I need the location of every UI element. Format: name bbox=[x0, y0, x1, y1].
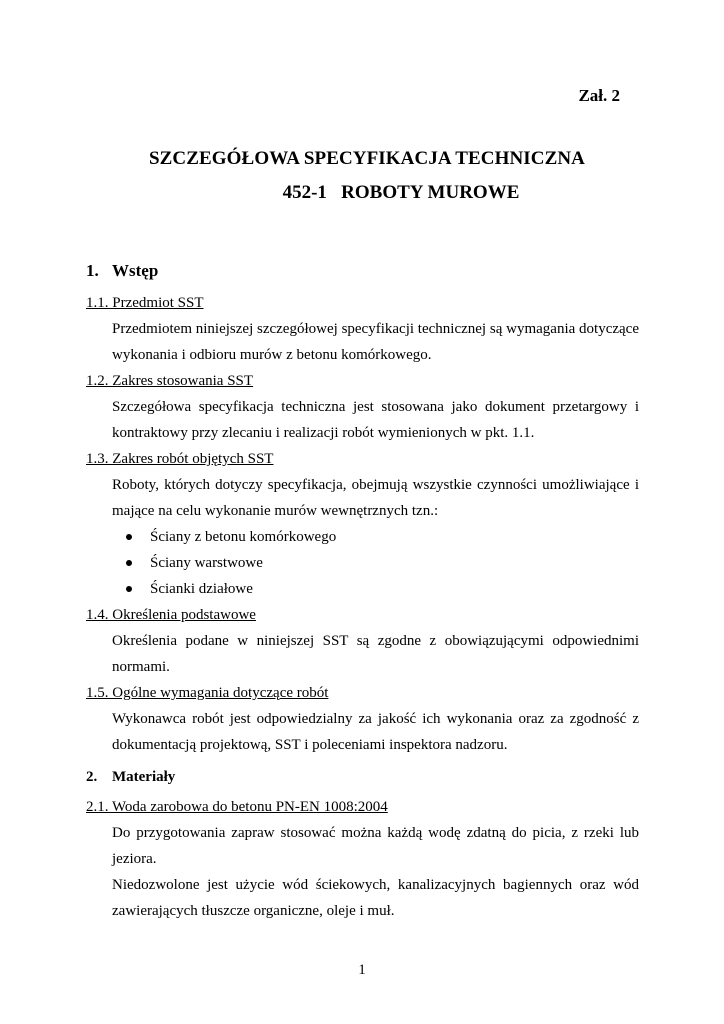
section-number: 1. bbox=[86, 261, 99, 280]
list-item bbox=[126, 576, 639, 602]
document-subtitle: 452-1 ROBOTY MUROWE bbox=[282, 182, 520, 203]
bullet-icon bbox=[126, 534, 132, 540]
paragraph-1-4: Określenia podane w niniejszej SST są zgodne z obowiązującymi odpowiednimi normami. bbox=[112, 633, 639, 675]
paragraph-1-5: Wykonawca robót jest odpowiedzialny za jakość ich wykonania oraz za zgodność z dokumentacją projektową, SST i poleceniami inspektora nadzoru. bbox=[112, 711, 639, 753]
list-item-text: Ściany warstwowe bbox=[150, 555, 263, 571]
bullet-list bbox=[86, 524, 639, 602]
list-item bbox=[126, 524, 639, 550]
section-heading-2 bbox=[86, 764, 639, 790]
paragraph-1-2: Szczegółowa specyfikacja techniczna jest stosowana jako dokument przetargowy i kontraktowy przy zlecaniu i realizacji robót wymienionych w pkt. 1.1. bbox=[112, 399, 639, 441]
paragraph-1-1: Przedmiotem niniejszej szczegółowej specyfikacji technicznej są wymagania dotyczące wykonania i odbioru murów z betonu komórkowego. bbox=[112, 321, 639, 363]
list-item-text: Ściany z betonu komórkowego bbox=[150, 529, 337, 545]
subsection-heading-2-1: 2.1. Woda zarobowa do betonu PN-EN 1008:2004 bbox=[86, 799, 388, 815]
document-body bbox=[86, 258, 639, 924]
subsection-heading-1-2: 1.2. Zakres stosowania SST bbox=[86, 373, 254, 389]
section-title: Materiały bbox=[112, 769, 176, 785]
section-number: 2. bbox=[86, 769, 98, 785]
paragraph-1-3: Roboty, których dotyczy specyfikacja, obejmują wszystkie czynności umożliwiające i mające na celu wykonanie murów wewnętrznych tzn.: bbox=[112, 477, 639, 519]
bullet-icon bbox=[126, 586, 132, 592]
section-heading-1 bbox=[86, 258, 639, 284]
subsection-heading-1-3: 1.3. Zakres robót objętych SST bbox=[86, 451, 274, 467]
page-number: 1 bbox=[358, 962, 366, 978]
subsection-heading-1-4: 1.4. Określenia podstawowe bbox=[86, 607, 256, 623]
bullet-icon bbox=[126, 560, 132, 566]
attachment-label: Zał. 2 bbox=[578, 86, 620, 105]
paragraph-2-1b: Niedozwolone jest użycie wód ściekowych, kanalizacyjnych bagiennych oraz wód zawierających tłuszcze organiczne, oleje i muł. bbox=[112, 877, 639, 919]
document-title: SZCZEGÓŁOWA SPECYFIKACJA TECHNICZNA bbox=[148, 148, 586, 169]
subsection-heading-1-1: 1.1. Przedmiot SST bbox=[86, 295, 204, 311]
paragraph-2-1a: Do przygotowania zapraw stosować można każdą wodę zdatną do picia, z rzeki lub jeziora. bbox=[112, 825, 639, 867]
list-item-text: Ścianki działowe bbox=[150, 581, 253, 597]
section-title: Wstęp bbox=[112, 261, 159, 280]
list-item bbox=[126, 550, 639, 576]
subsection-heading-1-5: 1.5. Ogólne wymagania dotyczące robót bbox=[86, 685, 329, 701]
